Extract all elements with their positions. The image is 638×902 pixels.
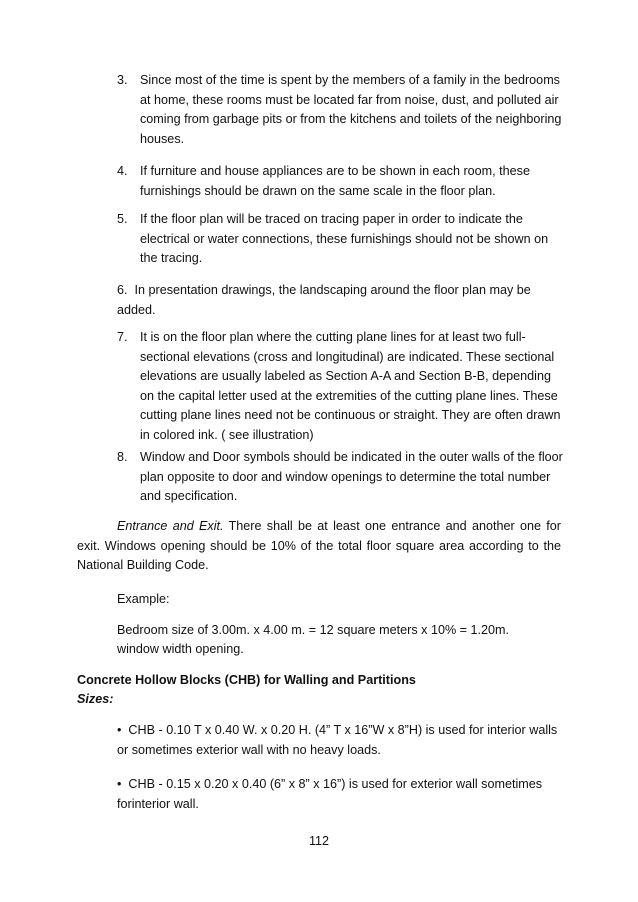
bullet-symbol: •	[117, 723, 122, 737]
bullet-item-1	[117, 721, 565, 760]
list-number: 8.	[117, 450, 128, 464]
entrance-paragraph	[77, 517, 561, 576]
entrance-text: There shall be at least one entrance and another one for exit. Windows opening should be 10% of the total floor square area according to the National Building Code.	[77, 519, 561, 572]
bullet-text: CHB - 0.10 T x 0.40 W. x 0.20 H. (4” T x 16”W x 8”H) is used for interior walls or sometimes exterior wall with no heavy loads.	[117, 723, 558, 757]
chb-heading: Concrete Hollow Blocks (CHB) for Walling and Partitions	[77, 673, 416, 687]
list-item-8	[117, 448, 565, 507]
example-label: Example:	[117, 592, 170, 606]
list-item-6	[117, 281, 565, 320]
list-number: 6.	[117, 283, 128, 297]
bullet-symbol: •	[117, 777, 122, 791]
bullet-item-2	[117, 775, 565, 814]
list-text: It is on the floor plan where the cutting plane lines for at least two full-sectional elevations (cross and longitudinal) are indicated. These sectional elevations are usually labeled as Section A-A and Section B-B, depending on the capital letter used at the extremities of the cutting plane lines. These cutting plane lines need not be continuous or straight. They are often drawn in colored ink. ( see illustration)	[140, 330, 561, 442]
list-number: 4.	[117, 164, 128, 178]
page-number: 112	[308, 834, 330, 848]
sizes-label: Sizes:	[77, 692, 114, 706]
list-text: If furniture and house appliances are to be shown in each room, these furnishings should be drawn on the same scale in the floor plan.	[140, 164, 530, 198]
list-text: Since most of the time is spent by the members of a family in the bedrooms at home, these rooms must be located far from noise, dust, and polluted air coming from garbage pits or from the kitchens and toilets of the neighboring houses.	[140, 73, 562, 146]
list-text-content: In presentation drawings, the landscaping around the floor plan may be added.	[117, 283, 531, 317]
list-text	[117, 281, 565, 320]
entrance-title: Entrance and Exit.	[117, 519, 224, 533]
list-number: 7.	[117, 330, 128, 344]
list-number: 5.	[117, 212, 128, 226]
list-item-3	[117, 71, 565, 149]
list-item-5	[117, 210, 565, 269]
list-item-7	[117, 328, 565, 445]
list-number: 3.	[117, 73, 128, 87]
example-line-1: Bedroom size of 3.00m. x 4.00 m. = 12 square meters x 10% = 1.20m.	[117, 623, 509, 637]
list-text: If the floor plan will be traced on tracing paper in order to indicate the electrical or water connections, these furnishings should not be shown on the tracing.	[140, 212, 549, 265]
list-item-4	[117, 162, 565, 201]
example-line-2: window width opening.	[117, 642, 244, 656]
list-text: Window and Door symbols should be indicated in the outer walls of the floor plan opposite to door and window openings to determine the total number and specification.	[140, 450, 563, 503]
bullet-text: CHB - 0.15 x 0.20 x 0.40 (6” x 8” x 16”) is used for exterior wall sometimes forinterior wall.	[117, 777, 543, 811]
